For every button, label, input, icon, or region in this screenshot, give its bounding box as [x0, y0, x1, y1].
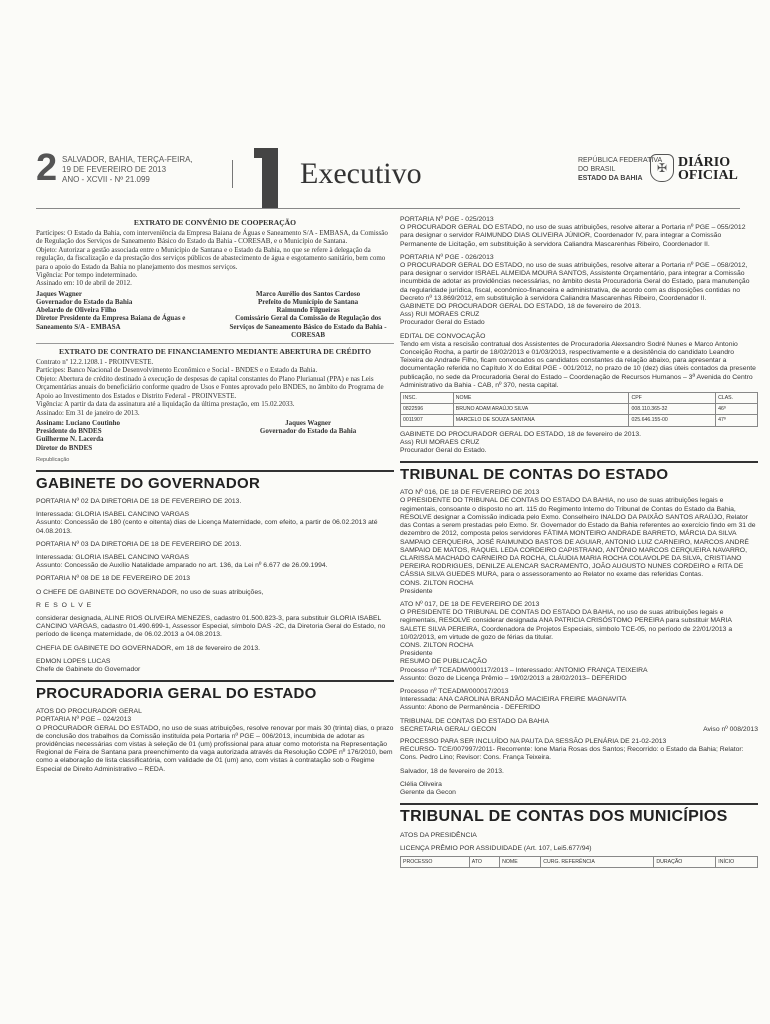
table-header: DURAÇÃO	[654, 856, 716, 867]
atos-heading: ATOS DO PROCURADOR GERAL	[36, 708, 142, 716]
section-heading-tce: TRIBUNAL DE CONTAS DO ESTADO	[400, 461, 758, 483]
edition-info	[62, 155, 193, 185]
signatory-name: Clélia Oliveira	[400, 780, 442, 788]
candidates-table	[400, 392, 758, 427]
licenca-heading: LICENÇA PRÊMIO POR ASSIDUIDADE (Art. 107, Lei5.677/94)	[400, 845, 592, 853]
portaria-body: O PROCURADOR GERAL DO ESTADO, no uso de suas atribuições, resolve alterar a Portaria nº PGE – 055/2012 para designar o servidor RAIMUNDO DIAS OLIVEIRA JÚNIOR, Coordenador IV, para integrar a Comissão Permanente de Licitação, em substituição à servidora Caliandra Mascarenhas Ribeiro, Coordenador II.	[400, 224, 746, 248]
signatory-name: Marco Aurélio dos Santos Cardoso	[256, 289, 361, 298]
financiamento-participes: Partícipes: Banco Nacional de Desenvolvimento Econômico e Social - BNDES e o Estado da Bahia.	[36, 366, 318, 375]
interessada: Interessada: GLORIA ISABEL CANCINO VARGAS	[36, 511, 189, 519]
assunto: Assunto: Gozo de Licença Prêmio – 19/02/2013 a 28/02/2013– DEFERIDO	[400, 674, 627, 682]
divider	[36, 343, 394, 344]
secretaria-row	[400, 726, 758, 734]
table-cell: MARCELO DE SOUZA SANTANA	[453, 415, 629, 426]
financiamento-assinado: Assinado: Em 31 de janeiro de 2013.	[36, 408, 140, 417]
table-row	[401, 415, 758, 426]
financiamento-signatures	[36, 419, 394, 452]
pauta-body: RECURSO- TCE/007997/2011- Recorrente: Ione Maria Rosas dos Santos; Recorrido: o Estado da Bahia; Relator: Cons. Pedro Lino; Revisor: Cons. França Teixeira.	[400, 746, 744, 762]
header-rule	[36, 208, 740, 209]
portaria-title: PORTARIA Nº 02 DA DIRETORIA DE 18 DE FEVEREIRO DE 2013.	[36, 497, 242, 505]
state-seal-icon: ✠	[650, 154, 674, 182]
signatory-name: Raimundo Filgueiras	[276, 306, 340, 315]
signatory-role: Prefeito do Município de Santana	[257, 298, 359, 307]
diario-oficial-logo	[678, 156, 738, 182]
resolve-heading: R E S O L V E	[36, 601, 93, 609]
portaria-body: O PROCURADOR GERAL DO ESTADO, no uso de suas atribuições, resolve alterar a Portaria nº PGE – 058/2012, para designar o servidor ISRAEL ALMEIDA MOURA SANTOS, Assistente Orçamentário, para integrar a Comissão incumbida de adotar as providências necessárias, no âmbito desta Procuradoria Geral do Estado, para manutenção da regularidade jurídica, fiscal, econômico-financeira e administrativa, de acordo com as disposições contidas no Decreto nº 13.869/2012, em substituição à servidora Caliandra Mascarenhas Ribeiro, Coordenador II.	[400, 262, 750, 302]
table-header: CURG. REFERÊNCIA	[541, 856, 654, 867]
gabinete-date: GABINETE DO PROCURADOR GERAL DO ESTADO, 18 de fevereiro de 2013.	[400, 430, 641, 438]
portaria-title: PORTARIA Nº PGE - 026/2013	[400, 253, 494, 261]
signatory-name: Ass) RUI MORAES CRUZ	[400, 438, 480, 446]
resumo-heading: RESUMO DE PUBLICAÇÃO	[400, 658, 487, 666]
page-number: 2	[36, 147, 58, 189]
signatory-name: Abelardo de Oliveira Filho	[36, 306, 117, 315]
table-cell: 46º	[716, 404, 758, 415]
signatory-name: Ass) RUI MORAES CRUZ	[400, 311, 480, 319]
signatory-role: Procurador Geral do Estado	[400, 319, 485, 327]
table-cell: 0822596	[401, 404, 454, 415]
table-header: INSC.	[401, 393, 454, 404]
section-heading-gabinete: GABINETE DO GOVERNADOR	[36, 470, 394, 492]
signatory-name: EDMON LOPES LUCAS	[36, 657, 111, 665]
republic-line: REPÚBLICA FEDERATIVA	[578, 157, 663, 164]
table-cell: 47º	[716, 415, 758, 426]
left-column	[36, 216, 394, 779]
assunto: Assunto: Abono de Permanência - DEFERIDO	[400, 704, 541, 712]
portaria-preamble: O CHEFE DE GABINETE DO GOVERNADOR, no uso de suas atribuições,	[36, 588, 264, 596]
table-cell: 0011907	[401, 415, 454, 426]
republic-line: DO BRASIL	[578, 166, 616, 173]
convenio-title: EXTRATO DE CONVÊNIO DE COOPERAÇÃO	[133, 218, 297, 227]
signatory-role: Chefe de Gabinete do Governador	[36, 665, 141, 673]
table-header: ATO	[469, 856, 499, 867]
portaria-title: PORTARIA Nº 03 DA DIRETORIA DE 18 DE FEVEREIRO DE 2013.	[36, 540, 242, 548]
financiamento-title: EXTRATO DE CONTRATO DE FINANCIAMENTO MEDIANTE ABERTURA DE CRÉDITO	[59, 347, 371, 357]
portaria-title: PORTARIA Nº PGE – 024/2013	[36, 716, 132, 724]
table-cell: BRUNO ADAM ARAÚJO SILVA	[453, 404, 629, 415]
financiamento-contrato: Contrato nº 12.2.1208.1 - PROINVESTE.	[36, 358, 154, 367]
ato-body: O PRESIDENTE DO TRIBUNAL DE CONTAS DO ESTADO DA BAHIA, no uso de suas atribuições legais e regimentais, RESOLVE considerar designada ANA PATRICIA CRISÓSTOMO PEREIRA para substituir MARIA SALETE SILVA PEREIRA, Coordenadora de Projetos Especiais, símbolo TCE-05, no período de 22/01/2013 a 10/02/2013, em virtude de gozo de férias da titular.	[400, 609, 733, 641]
gabinete-date: GABINETE DO PROCURADOR GERAL DO ESTADO, 18 de fevereiro de 2013.	[400, 303, 641, 311]
convenio-vigencia: Vigência: Por tempo indeterminado.	[36, 271, 138, 280]
ato-title: ATO Nº 017, DE 18 DE FEVEREIRO DE 2013	[400, 600, 540, 608]
portaria-body: considerar designada, ALINE RIOS OLIVEIRA MENEZES, cadastro 01.500.823-3, para substituir GLORIA ISABEL CANCINO VARGAS, cadastro 01.490.699-1, Assessor Especial, símbolo DAS -2C, da Diretoria Geral do Estado, no período de licença maternidade, de 06.02.2013 a 04.08.2013.	[36, 614, 386, 639]
aviso-number: Aviso nº 008/2013	[703, 725, 758, 733]
edital-body: Tendo em vista a rescisão contratual dos Assistentes de Procuradoria Alexsandro Sodré Nunes e Marco Antonio Conceição Rocha, a partir de 18/02/2013 e 01/03/2013, respectivamente e a desistência do candidato Leandro Teixeira de Andrade Filho, ficam convocados os candidatos constantes da relação abaixo, para apresentar a documentação referida no Capítulo X do Edital PGE - 001/2012, no prazo de 10 (dez) dias úteis contados da presente publicação, no sede da Procuradoria Geral do Estado – Coordenação de Recursos Humanos – 3ª Avenida do Centro Administrativo da Bahia - CAB, nº 370, nesta capital.	[400, 340, 756, 389]
portaria-title: PORTARIA Nº PGE - 025/2013	[400, 216, 494, 223]
ato-title: ATO Nº 016, DE 18 DE FEVEREIRO DE 2013	[400, 489, 540, 497]
signatory-role: Diretor do BNDES	[36, 443, 93, 452]
signatory-role: Diretor Presidente da Empresa Baiana de Águas e Saneamento S/A - EMBASA	[36, 314, 186, 331]
interessada: Interessada: GLORIA ISABEL CANCINO VARGAS	[36, 553, 189, 561]
processo: Processo nº TCEADM/000117/2013 – Interessado: ANTONIO FRANÇA TEIXEIRA	[400, 666, 648, 674]
signatory-role: Governador do Estado da Bahia	[36, 298, 133, 307]
table-header: INÍCIO	[716, 856, 758, 867]
table-row	[401, 404, 758, 415]
signatory-role: Gerente da Gecon	[400, 788, 456, 796]
assunto: Assunto: Concessão de 180 (cento e oitenta) dias de Licença Maternidade, com efeito, a partir de 06.02.2013 até 04.08.2013.	[36, 519, 378, 535]
processo: Processo nº TCEADM/000017/2013	[400, 687, 509, 695]
convenio-assinado: Assinado em: 10 de abril de 2012.	[36, 279, 132, 288]
signatory-role: Presidente do BNDES	[36, 427, 102, 436]
signatory-name: CONS. ZILTON ROCHA	[400, 641, 474, 649]
section-heading-pge: PROCURADORIA GERAL DO ESTADO	[36, 680, 394, 702]
signatory-name: Assinam: Luciano Coutinho	[36, 418, 121, 427]
header-divider	[232, 160, 233, 188]
ato-body: O PRESIDENTE DO TRIBUNAL DE CONTAS DO ESTADO DA BAHIA, no uso de suas atribuições legais e regimentais, consoante o disposto no art. 115 do Regimento Interno do Tribunal de Contas do Estado da Bahia, RESOLVE designar a Comissão indicada pelo Exmo. Conselheiro INALDO DA PAIXÃO SANTOS ARAÚJO, Relator das Contas a serem prestadas pelo Exmo. Sr. Governador do Estado da Bahia referentes ao exercício findo em 31 de dezembro de 2012, composta pelos servidores FÁTIMA MONTEIRO ANDRADE BARRETO, MÁRCIA DA SILVA SAMPAIO CERQUEIRA, JOSÉ RAIMUNDO BASTOS DE AGUIAR, ANTONIO LUIZ CARNEIRO, MARCOS ANDRÉ SAMPAIO DE MATOS, RAQUEL LEDA CORDEIRO CAPISTRANO, ANTÔNIO MARCOS CERQUEIRA NAVARRO, CLARISSA MACHADO CARNEIRO DA ROCHA, CLÁUDIA MARIA ROCHA COLAVOLPE DA SILVA, CRISTIANO PEREIRA RODRIGUES, DENILZE ALENCAR SACRAMENTO, JOÃO AUGUSTO NUNES CORDEIRO e RITA DE CÁSSIA SILVA GUEDES MURA, para o assessoramento ao Relator no exame das referidas Contas.	[400, 497, 756, 579]
financiamento-objeto: Objeto: Abertura de crédito destinado à execução de despesas de capital constantes do Plano Plurianual (PPA) e nas Leis Orçamentárias anuais do beneficiário conforme quadro de Usos e Fontes aprovado pelo BNDES, no âmbito do Programa de Apoio ao Investimento dos Estados e Distrito Federal - PROINVESTE.	[36, 374, 384, 400]
right-column	[400, 216, 758, 872]
republic-line: ESTADO DA BAHIA	[578, 175, 643, 182]
pauta-title: PROCESSO PARA SER INCLUÍDO NA PAUTA DA SESSÃO PLENÁRIA DE 21-02-2013	[400, 737, 667, 745]
logo-line: OFICIAL	[678, 168, 738, 183]
atos-presidencia: ATOS DA PRESIDÊNCIA	[400, 832, 477, 840]
signatory-name: Guilherme N. Lacerda	[36, 435, 104, 444]
tce-org: TRIBUNAL DE CONTAS DO ESTADO DA BAHIA	[400, 717, 550, 725]
table-header: NOME	[500, 856, 541, 867]
secretaria: SECRETARIA GERAL/ GECON	[400, 725, 497, 733]
chefia-date: CHEFIA DE GABINETE DO GOVERNADOR, em 18 de fevereiro de 2013.	[36, 644, 260, 652]
signatory-role: Procurador Geral do Estado.	[400, 447, 487, 455]
republicacao-note: Republicação	[36, 456, 70, 463]
signatory-role: Presidente	[400, 650, 433, 658]
signatory-role: Governador do Estado da Bahia	[259, 427, 357, 436]
edition-line: SALVADOR, BAHIA, TERÇA-FEIRA,	[62, 155, 193, 164]
table-header: NOME	[453, 393, 629, 404]
interessada: Interessada: ANA CAROLINA BRANDÃO MACIEIRA FREIRE MAGNAVITA	[400, 696, 627, 704]
edital-title: EDITAL DE CONVOCAÇÃO	[400, 332, 486, 340]
signatory-name: Jaques Wagner	[36, 289, 82, 298]
table-cell: 025.646.155-00	[629, 415, 716, 426]
logo-line: DIÁRIO	[678, 155, 731, 170]
signatory-name: CONS. ZILTON ROCHA	[400, 579, 474, 587]
financiamento-vigencia: Vigência: A partir da data da assinatura até a liquidação da última prestação, em 15.02.2033.	[36, 400, 295, 409]
section-title: Executivo	[300, 157, 422, 190]
table-header: CPF	[629, 393, 716, 404]
signatory-role: Comissário Geral da Comissão de Regulação dos Serviços de Saneamento Básico do Estado da Bahia - CORESAB	[229, 314, 387, 339]
edition-line: 19 DE FEVEREIRO DE 2013	[62, 165, 167, 174]
convenio-participes: Partícipes: O Estado da Bahia, com interveniência da Empresa Baiana de Águas e Saneamento S/A - EMBASA, da Comissão de Regulação dos Serviços de Saneamento Básico do Estado da Bahia - CORESAB, e o Município de Santana.	[36, 229, 388, 246]
salvador-date: Salvador, 18 de fevereiro de 2013.	[400, 767, 504, 775]
licenca-table	[400, 856, 758, 868]
portaria-title: PORTARIA Nº 08 DE 18 DE FEVEREIRO DE 2013	[36, 575, 191, 583]
signatory-role: Presidente	[400, 587, 433, 595]
table-cell: 008.110.365-32	[629, 404, 716, 415]
signatory-name: Jaques Wagner	[285, 418, 332, 427]
section-number-graphic	[262, 148, 278, 208]
table-header: PROCESSO	[401, 856, 470, 867]
convenio-signatures	[36, 290, 394, 339]
table-header: CLAS.	[716, 393, 758, 404]
edition-line: ANO - XCVII - Nº 21.099	[62, 175, 150, 184]
portaria-body: O PROCURADOR GERAL DO ESTADO, no uso de suas atribuições, resolve renovar por mais 30 (trinta) dias, o prazo de conclusão dos trabalhos da Comissão instituída pela Portaria nº PGE – 006/2013, incumbida de adotar as providências necessárias com vistas à seleção de 01 (um) profissional para atuar como motorista na Representação Regional de Feira de Santana para preenchimento da vaga autorizada através da Resolução COPE nº 176/2010, bem como a elaboração de lista classificatória, com validade de 01 (um) ano, com vistas à contratação sob o Regime Especial de Direito Administrativo – REDA.	[36, 724, 394, 773]
section-heading-tcm: TRIBUNAL DE CONTAS DOS MUNICÍPIOS	[400, 803, 758, 826]
assunto: Assunto: Concessão de Auxílio Natalidade amparado no art. 136, da Lei nº 6.677 de 26.09.1994.	[36, 562, 328, 570]
convenio-objeto: Objeto: Autorizar a gestão associada entre o Município de Santana e o Estado da Bahia, no que se refere à delegação da regulação, da fiscalização e da prestação dos serviços públicos de abastecimento de água e esgotamento sanitário, bem como para o apoio do Estado da Bahia no planejamento dos mesmos serviços.	[36, 245, 386, 271]
